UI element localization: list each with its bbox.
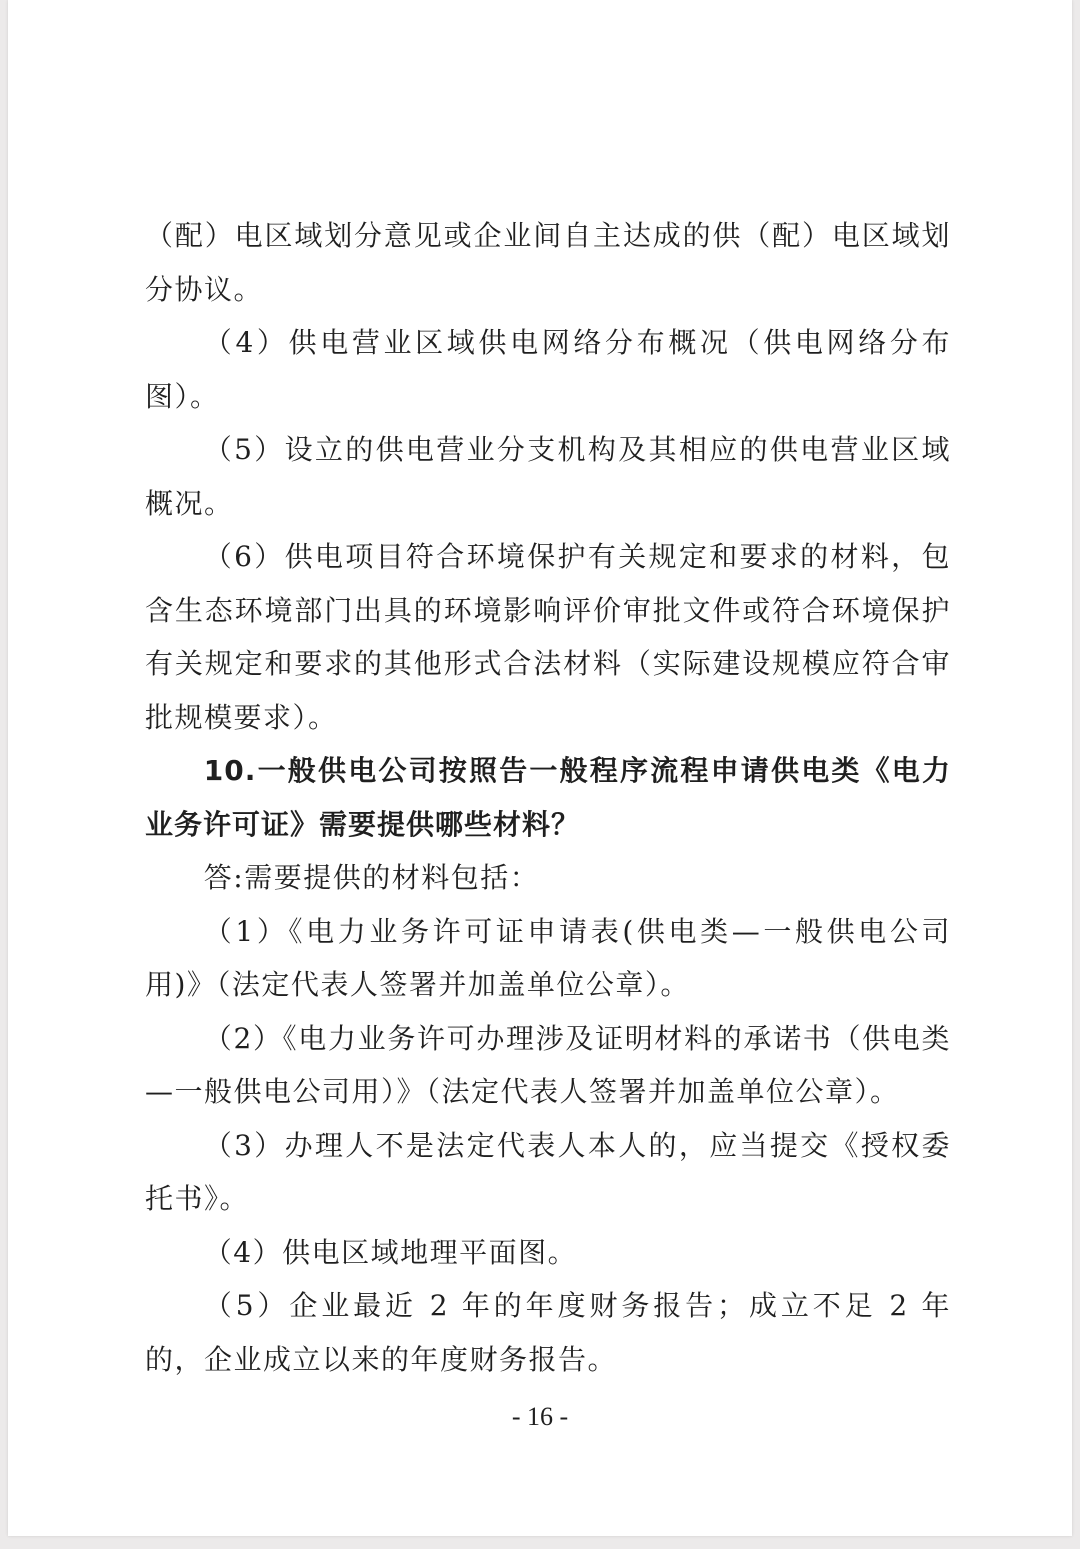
paragraph-continuation: （配）电区域划分意见或企业间自主达成的供（配）电区域划分协议。 bbox=[145, 219, 951, 306]
document-page bbox=[8, 0, 1072, 1536]
paragraph-item-4: （4）供电营业区域供电网络分布概况（供电网络分布图）。 bbox=[145, 326, 951, 413]
answer-intro: 答:需要提供的材料包括： bbox=[203, 861, 540, 894]
answer-item-5: （5）企业最近 2 年的年度财务报告；成立不足 2 年的，企业成立以来的年度财务报告。 bbox=[145, 1289, 951, 1376]
paragraph-item-5: （5）设立的供电营业分支机构及其相应的供电营业区域概况。 bbox=[145, 433, 951, 520]
answer-item-2: （2）《电力业务许可办理涉及证明材料的承诺书（供电类—一般供电公司用）》（法定代表人签署并加盖单位公章）。 bbox=[145, 1021, 951, 1108]
answer-item-4: （4）供电区域地理平面图。 bbox=[203, 1235, 578, 1269]
answer-item-1: （1）《电力业务许可证申请表(供电类—一般供电公司用)》（法定代表人签署并加盖单位公章）。 bbox=[145, 914, 951, 1001]
paragraph-item-6: （6）供电项目符合环境保护有关规定和要求的材料，包含生态环境部门出具的环境影响评价审批文件或符合环境保护有关规定和要求的其他形式合法材料（实际建设规模应符合审批规模要求）。 bbox=[145, 540, 951, 734]
answer-item-3: （3）办理人不是法定代表人本人的，应当提交《授权委托书》。 bbox=[145, 1128, 951, 1215]
document-body bbox=[145, 209, 951, 1386]
question-heading: 10.一般供电公司按照告一般程序流程申请供电类《电力业务许可证》需要提供哪些材料？ bbox=[145, 754, 951, 841]
page-number: - 16 - bbox=[511, 1402, 569, 1431]
